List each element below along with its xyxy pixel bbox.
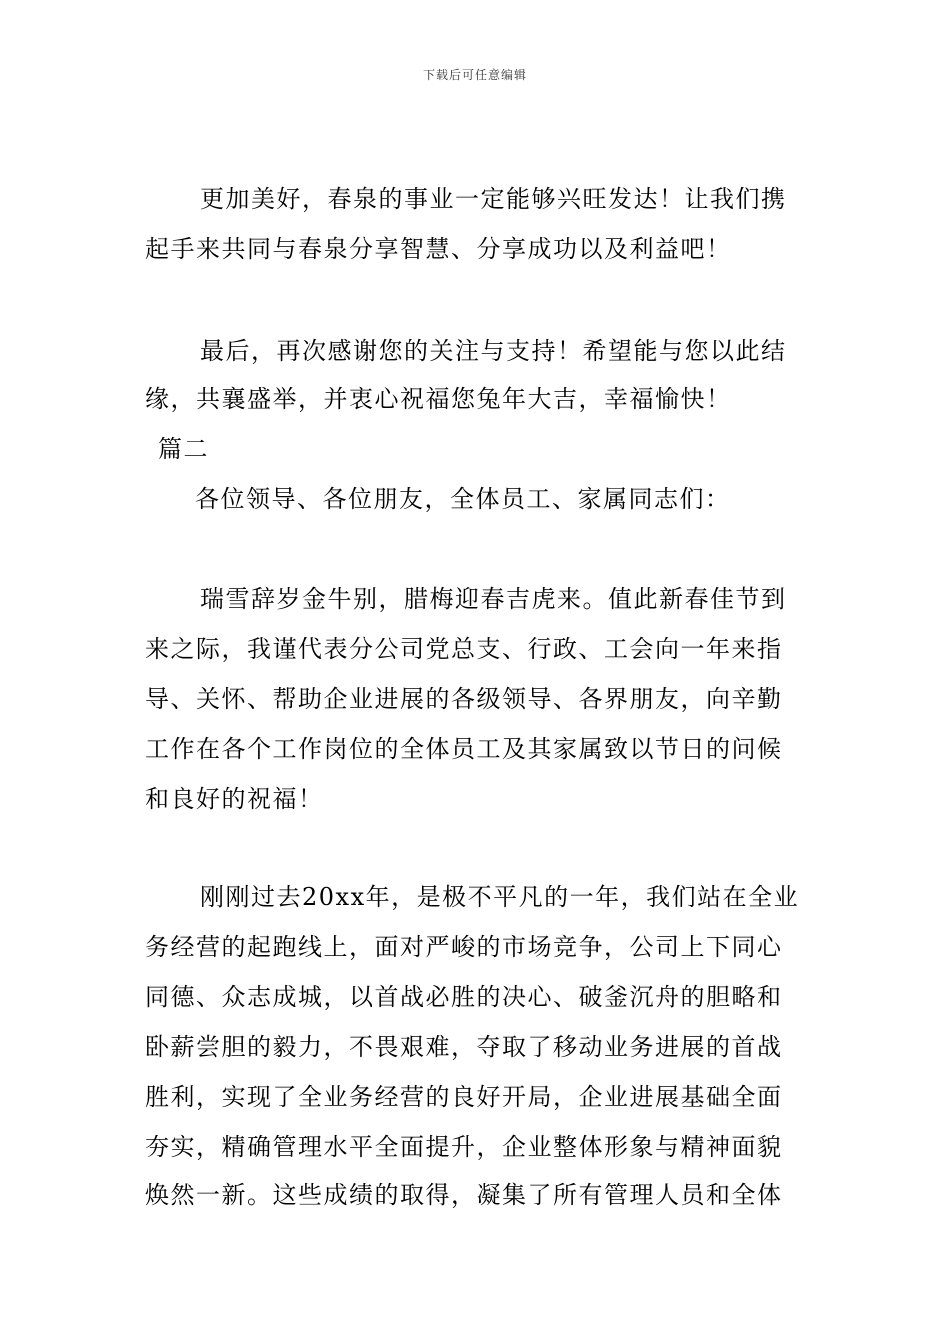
paragraph-line: 工作在各个工作岗位的全体员工及其家属致以节日的问候 <box>145 735 783 763</box>
paragraph-line: 和良好的祝福！ <box>145 785 324 813</box>
paragraph-line: 导、关怀、帮助企业进展的各级领导、各界朋友，向辛勤 <box>145 685 783 713</box>
paragraph-line: 瑞雪辞岁金牛别，腊梅迎春吉虎来。值此新春佳节到 <box>200 585 787 613</box>
paragraph-line: 来之际，我谨代表分公司党总支、行政、工会向一年来指 <box>145 635 783 663</box>
paragraph-line: 务经营的起跑线上，面对严峻的市场竞争，公司上下同心 <box>145 933 783 961</box>
paragraph-line: 最后，再次感谢您的关注与支持！希望能与您以此结 <box>200 337 787 365</box>
paragraph-line: 刚刚过去20xx年，是极不平凡的一年，我们站在全业 <box>200 883 800 911</box>
section-heading: 篇二 <box>158 435 209 463</box>
page-header: 下载后可任意编辑 <box>422 68 527 82</box>
salutation: 各位领导、各位朋友，全体员工、家属同志们： <box>195 485 731 513</box>
paragraph-line: 夯实，精确管理水平全面提升，企业整体形象与精神面貌 <box>145 1133 783 1161</box>
paragraph-line: 起手来共同与春泉分享智慧、分享成功以及利益吧！ <box>145 235 732 263</box>
paragraph-line: 更加美好，春泉的事业一定能够兴旺发达！让我们携 <box>200 185 787 213</box>
paragraph-line: 同德、众志成城，以首战必胜的决心、破釜沉舟的胆略和 <box>145 983 783 1011</box>
paragraph-line: 缘，共襄盛举，并衷心祝福您兔年大吉，幸福愉快！ <box>145 385 732 413</box>
paragraph-line: 胜利，实现了全业务经营的良好开局，企业进展基础全面 <box>145 1083 783 1111</box>
paragraph-line: 焕然一新。这些成绩的取得，凝集了所有管理人员和全体 <box>145 1181 783 1209</box>
paragraph-line: 卧薪尝胆的毅力，不畏艰难，夺取了移动业务进展的首战 <box>145 1033 783 1061</box>
